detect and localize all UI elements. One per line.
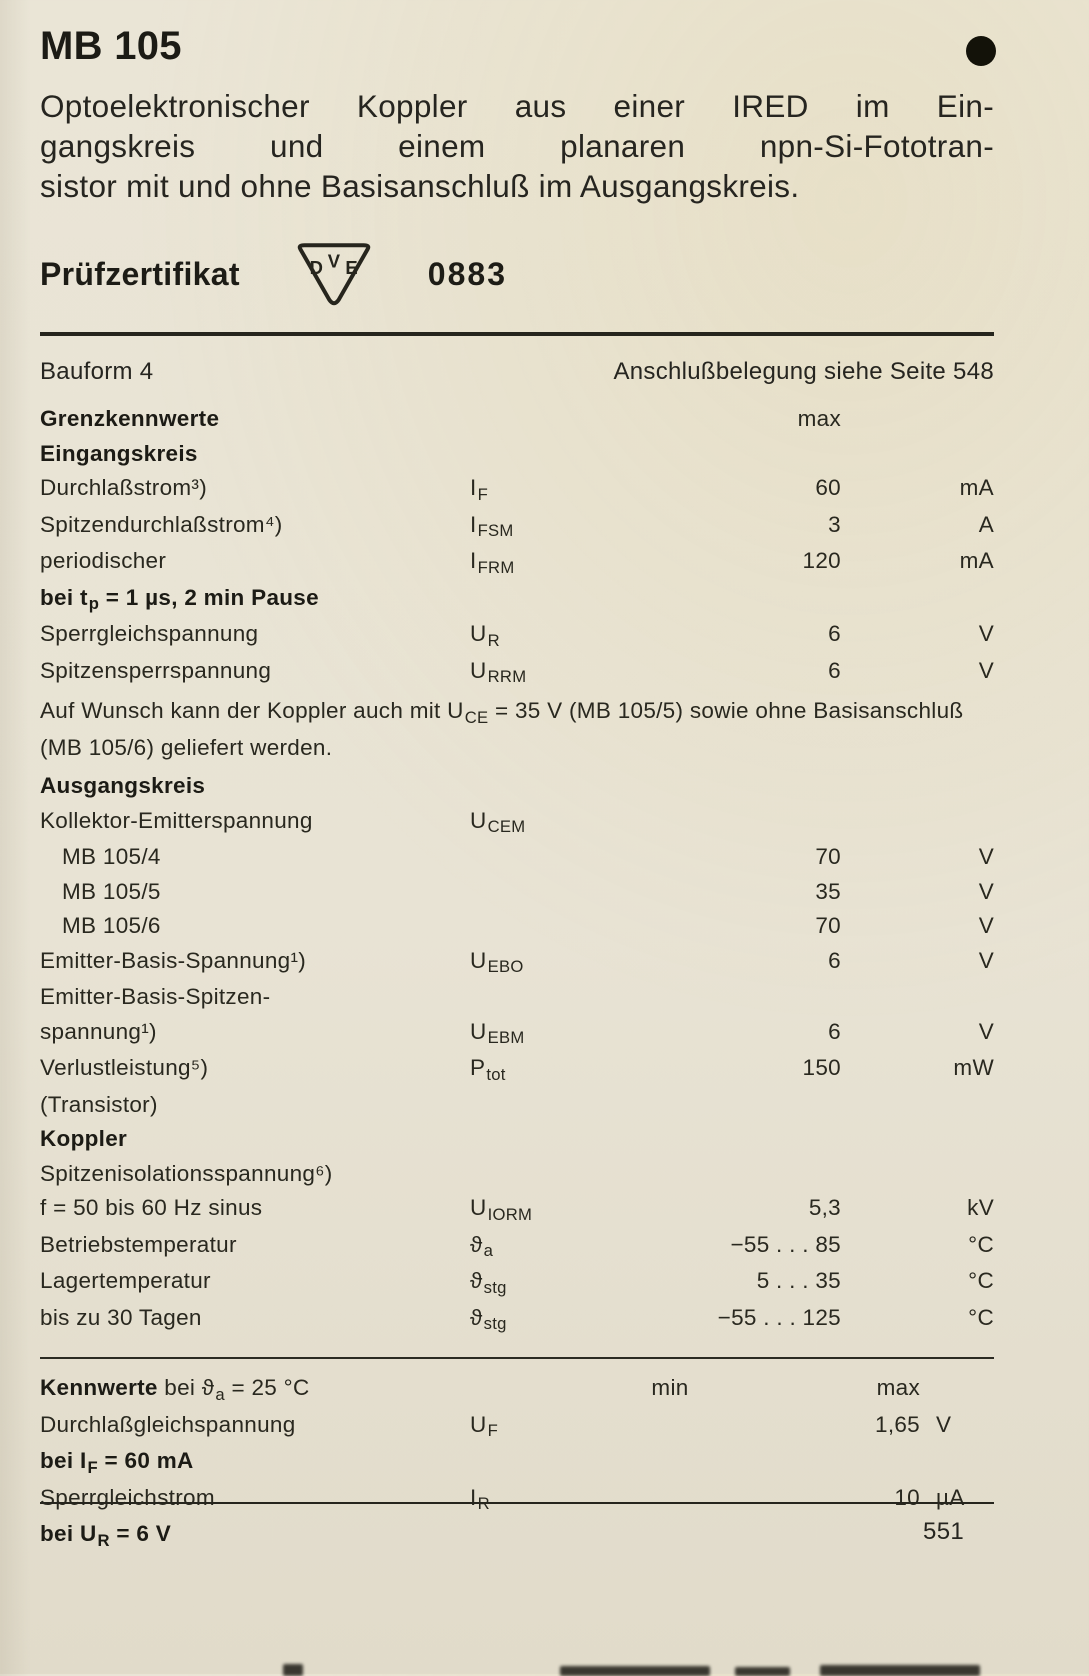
row-unit: V <box>978 621 994 646</box>
row-value: 6 <box>828 657 841 683</box>
row-label: bis zu 30 Tagen <box>40 1304 202 1330</box>
row-value: 5 . . . 35 <box>756 1268 841 1293</box>
row-label: MB 105/4 <box>62 844 161 869</box>
row-value: 120 <box>802 548 841 573</box>
row-symbol <box>470 1015 635 1052</box>
row-value: 150 <box>802 1055 841 1080</box>
table-row <box>40 1408 994 1445</box>
table-row <box>40 581 994 618</box>
row-label: Sperrgleichspannung <box>40 621 259 646</box>
row-label: Spitzendurchlaßstrom⁴) <box>40 511 283 537</box>
symbol-base: I <box>470 548 477 573</box>
row-value: 6 <box>828 1018 841 1044</box>
vde-logo-letter-v: V <box>327 250 341 272</box>
section-header-row <box>40 769 994 804</box>
symbol-subscript: RRM <box>487 667 527 687</box>
max-column-header: max <box>797 406 841 431</box>
bauform-label: Bauform 4 <box>40 358 154 385</box>
text-part: Auf Wunsch kann der Koppler auch mit U <box>40 698 464 723</box>
row-label: Sperrgleichstrom <box>40 1484 215 1510</box>
row-value: −55 . . . 85 <box>730 1231 841 1257</box>
row-max-value: 10 <box>894 1484 920 1510</box>
symbol-base: I <box>470 511 477 537</box>
certificate-number: 0883 <box>427 255 507 292</box>
symbol-subscript: R <box>477 1494 490 1514</box>
divider-thin <box>40 1357 994 1359</box>
symbol-base: ϑ <box>470 1231 483 1257</box>
info-row <box>40 358 994 386</box>
description-line: Optoelektronischer Koppler aus einer IRED im Ein- <box>40 88 994 124</box>
row-max-value: 1,65 <box>875 1411 920 1437</box>
row-symbol <box>470 1228 635 1265</box>
vde-logo-letter-e: E <box>345 257 358 278</box>
symbol-base: U <box>470 1018 487 1044</box>
table-row <box>40 875 994 910</box>
row-label: MB 105/6 <box>62 913 161 938</box>
table-row <box>40 804 994 841</box>
row-value: 35 <box>815 878 841 904</box>
row-unit: V <box>936 1411 952 1437</box>
text-part: bei <box>157 1375 202 1400</box>
certificate-row <box>40 242 994 306</box>
row-symbol <box>470 617 635 654</box>
symbol-base: I <box>470 1484 477 1510</box>
row-value: 6 <box>828 947 841 973</box>
certificate-label: Prüfzertifikat <box>40 255 240 292</box>
symbol-subscript: stg <box>483 1314 507 1334</box>
description-line: sistor mit und ohne Basisanschluß im Ausgangskreis. <box>40 168 800 204</box>
row-value: 3 <box>828 511 841 537</box>
row-label: MB 105/5 <box>62 878 161 904</box>
symbol-subscript: F <box>477 484 489 504</box>
symbol-subscript: F <box>487 1421 499 1441</box>
row-label: Kollektor-Emitterspannung <box>40 807 313 833</box>
row-unit: mA <box>959 548 994 573</box>
scan-edge-artifact <box>735 1667 790 1676</box>
anschluss-note: Anschlußbelegung siehe Seite 548 <box>613 358 994 385</box>
row-unit: °C <box>968 1231 994 1257</box>
row-label: Verlustleistung⁵) <box>40 1055 209 1080</box>
row-label <box>40 581 470 618</box>
row-unit: V <box>978 657 994 683</box>
symbol-base: I <box>470 475 477 500</box>
row-symbol <box>470 1191 635 1228</box>
table-row <box>40 471 994 508</box>
max-column-header: max <box>876 1375 920 1400</box>
table-row <box>40 1015 994 1052</box>
scan-edge-artifact <box>283 1664 303 1676</box>
symbol-subscript: CEM <box>487 817 526 837</box>
section-header-row <box>40 437 994 472</box>
symbol-subscript: FRM <box>477 557 515 577</box>
symbol-base: U <box>470 657 487 683</box>
row-value: 5,3 <box>808 1195 841 1220</box>
row-value: 60 <box>815 475 841 500</box>
kennwerte-header-row <box>40 1371 994 1408</box>
symbol-subscript: R <box>487 630 500 650</box>
text-part: = 25 °C <box>224 1375 310 1400</box>
row-unit: A <box>978 511 994 537</box>
row-value: −55 . . . 125 <box>717 1304 841 1330</box>
text-part: bei t <box>40 584 88 610</box>
text-part: Kennwerte <box>40 1375 158 1400</box>
row-label: Durchlaßgleichspannung <box>40 1411 296 1437</box>
text-part: = 6 V <box>109 1521 172 1546</box>
table-row <box>40 1301 994 1338</box>
subscript: R <box>97 1530 110 1550</box>
row-unit: V <box>978 878 994 904</box>
section-header-row <box>40 1122 994 1157</box>
text-part: bei U <box>40 1521 97 1546</box>
row-label: spannung¹) <box>40 1018 157 1044</box>
grenzkennwerte-table <box>40 402 994 1337</box>
row-unit: µA <box>936 1484 965 1510</box>
scan-edge-artifact <box>820 1665 980 1676</box>
row-symbol <box>470 1408 600 1445</box>
row-unit: mA <box>959 475 994 500</box>
row-label: Durchlaßstrom³) <box>40 475 208 500</box>
row-label: Emitter-Basis-Spitzen- <box>40 984 271 1009</box>
table-row <box>40 1444 994 1481</box>
vde-logo-letter-d: D <box>309 257 323 278</box>
text-part: = 1 µs, 2 min Pause <box>99 584 319 610</box>
table-row <box>40 1157 994 1192</box>
row-symbol <box>470 1051 635 1088</box>
row-symbol <box>470 508 635 545</box>
row-label: Koppler <box>40 1126 128 1151</box>
note-paragraph <box>40 693 994 765</box>
subscript: p <box>88 594 100 614</box>
table-row <box>40 1264 994 1301</box>
row-label: (Transistor) <box>40 1091 158 1117</box>
symbol-base: U <box>470 621 487 646</box>
symbol-base: U <box>470 1195 487 1220</box>
row-unit: V <box>978 947 994 973</box>
row-symbol <box>470 1264 635 1301</box>
text-part: ϑ <box>201 1375 215 1400</box>
page-footer <box>40 1502 994 1546</box>
kennwerte-title <box>40 1371 470 1408</box>
symbol-subscript: FSM <box>477 521 514 541</box>
row-symbol <box>470 471 635 508</box>
subscript: a <box>215 1384 225 1404</box>
grenzkennwerte-title: Grenzkennwerte <box>40 406 220 431</box>
row-label: Lagertemperatur <box>40 1268 211 1293</box>
symbol-base: U <box>470 1411 487 1437</box>
row-symbol <box>470 1301 635 1338</box>
symbol-base: ϑ <box>470 1268 483 1293</box>
row-unit: mW <box>953 1055 994 1080</box>
table-row <box>40 944 994 981</box>
row-value: 70 <box>815 844 841 869</box>
text-part: = 60 mA <box>97 1448 194 1473</box>
table-row <box>40 1088 994 1123</box>
page-number: 551 <box>923 1518 964 1545</box>
row-label: Emitter-Basis-Spannung¹) <box>40 947 307 973</box>
row-unit: °C <box>968 1268 994 1293</box>
row-label: Spitzenisolationsspannung⁶) <box>40 1160 333 1186</box>
row-label: f = 50 bis 60 Hz sinus <box>40 1195 263 1220</box>
row-label: Spitzensperrspannung <box>40 657 272 683</box>
symbol-base: U <box>470 947 487 973</box>
scan-edge-artifact <box>560 1666 710 1676</box>
table-row <box>40 544 994 581</box>
symbol-subscript: EBM <box>487 1028 525 1048</box>
row-label: periodischer <box>40 548 167 573</box>
table-row <box>40 1228 994 1265</box>
row-unit: °C <box>968 1304 994 1330</box>
scan-dot-mark <box>966 36 996 66</box>
row-value: 70 <box>815 913 841 938</box>
table-row <box>40 654 994 691</box>
min-column-header: min <box>651 1375 689 1400</box>
row-symbol <box>470 654 635 691</box>
symbol-base: U <box>470 807 487 833</box>
description <box>40 86 994 206</box>
subscript: F <box>87 1457 98 1477</box>
subscript: CE <box>464 707 489 727</box>
table-row <box>40 840 994 875</box>
page-title: MB 105 <box>40 24 182 68</box>
table-row <box>40 508 994 545</box>
table-row <box>40 909 994 944</box>
text-part: bei I <box>40 1448 87 1473</box>
divider-thick <box>40 332 994 336</box>
vde-logo <box>292 242 376 306</box>
symbol-subscript: tot <box>486 1064 506 1084</box>
grenz-header-row <box>40 402 994 437</box>
row-symbol <box>470 544 635 581</box>
row-label: Ausgangskreis <box>40 773 206 798</box>
symbol-base: ϑ <box>470 1304 483 1330</box>
row-unit: V <box>978 844 994 869</box>
description-line: gangskreis und einem planaren npn-Si-Fototran- <box>40 128 994 164</box>
table-row <box>40 617 994 654</box>
symbol-subscript: stg <box>483 1277 507 1297</box>
row-label: Eingangskreis <box>40 440 198 466</box>
row-label: Betriebstemperatur <box>40 1231 237 1257</box>
row-unit: kV <box>967 1195 994 1220</box>
title-row <box>40 24 994 68</box>
row-symbol <box>470 944 635 981</box>
symbol-subscript: a <box>483 1241 494 1261</box>
row-unit: V <box>978 1018 994 1044</box>
grenz-table-body <box>40 437 994 1338</box>
text-part: = 35 V (MB 105/5) sowie ohne Basisanschluß (MB 105/6) geliefert werden. <box>40 698 964 760</box>
row-value: 6 <box>828 621 841 646</box>
table-row <box>40 1191 994 1228</box>
table-row <box>40 980 994 1015</box>
symbol-base: P <box>470 1055 486 1080</box>
symbol-subscript: IORM <box>487 1204 533 1224</box>
table-row <box>40 1051 994 1088</box>
symbol-subscript: EBO <box>487 957 524 977</box>
footer-rule <box>40 1502 994 1504</box>
row-symbol <box>470 804 635 841</box>
row-label <box>40 1444 470 1481</box>
row-unit: V <box>978 913 994 938</box>
